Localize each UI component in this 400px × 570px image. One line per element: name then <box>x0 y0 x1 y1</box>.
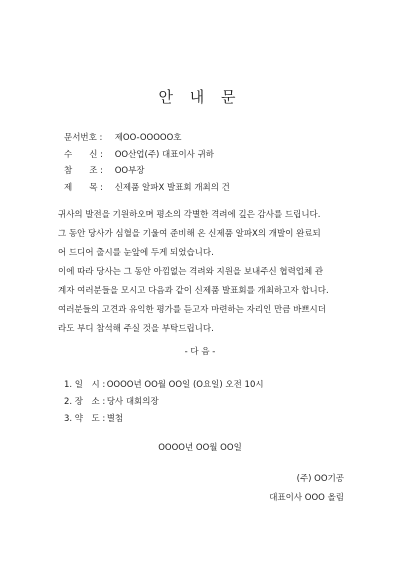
body-line: 이에 따라 당사는 그 동안 아낌없는 격려와 지원을 보내주신 협력업체 관 <box>58 267 324 277</box>
item-label: 1. 일 시 : <box>64 380 106 390</box>
body-paragraph <box>58 206 350 339</box>
body-line: 귀사의 발전을 기원하오며 평소의 각별한 격려에 깊은 감사를 드립니다. <box>58 210 321 220</box>
item-label: 2. 장 소 : <box>64 397 106 407</box>
body-line: 계자 여러분들을 모시고 다음과 같이 신제품 발표회를 개최하고자 합니다. <box>58 286 329 296</box>
meta-label: 문서번호 : <box>64 133 103 143</box>
next-heading: - 다 음 - <box>184 347 216 357</box>
meta-reference <box>64 164 145 176</box>
meta-label: 제 목 : <box>64 183 103 193</box>
signer-name: 대표이사 OOO 올림 <box>269 493 344 503</box>
meta-subject <box>64 181 230 193</box>
document-title: 안 내 문 <box>158 88 242 106</box>
body-line: 라도 부디 참석해 주실 것을 부탁드립니다. <box>58 324 214 334</box>
meta-label: 수 신 : <box>64 150 103 160</box>
body-line: 그 동안 당사가 심혈을 기울여 준비해 온 신제품 알파X의 개발이 완료되 <box>58 229 321 239</box>
item-value: 당사 대회의장 <box>106 397 159 407</box>
body-line: 어 드디어 출시를 눈앞에 두게 되었습니다. <box>58 248 214 258</box>
meta-value: OO산업(주) 대표이사 귀하 <box>114 150 215 160</box>
company-name: (주) OO기공 <box>296 474 344 484</box>
item-value: OOOO년 OO월 OO일 (O요일) 오전 10시 <box>106 380 264 390</box>
body-line: 여러분들의 고견과 유익한 평가를 듣고자 마련하는 자리인 만큼 바쁘시더 <box>58 305 326 315</box>
item-value: 별첨 <box>106 414 124 424</box>
meta-recipient <box>64 148 214 160</box>
meta-doc-number <box>64 131 182 143</box>
meta-label: 참 조 : <box>64 166 103 176</box>
meta-value: 신제품 알파X 발표회 개최의 건 <box>114 183 230 193</box>
meta-value: 제OO-OOOOO호 <box>114 133 182 143</box>
item-map <box>64 412 123 424</box>
meta-value: OO부장 <box>114 166 145 176</box>
item-location <box>64 395 159 407</box>
item-label: 3. 약 도 : <box>64 414 106 424</box>
item-datetime <box>64 378 264 390</box>
document-date: OOOO년 OO월 OO일 <box>158 443 242 453</box>
